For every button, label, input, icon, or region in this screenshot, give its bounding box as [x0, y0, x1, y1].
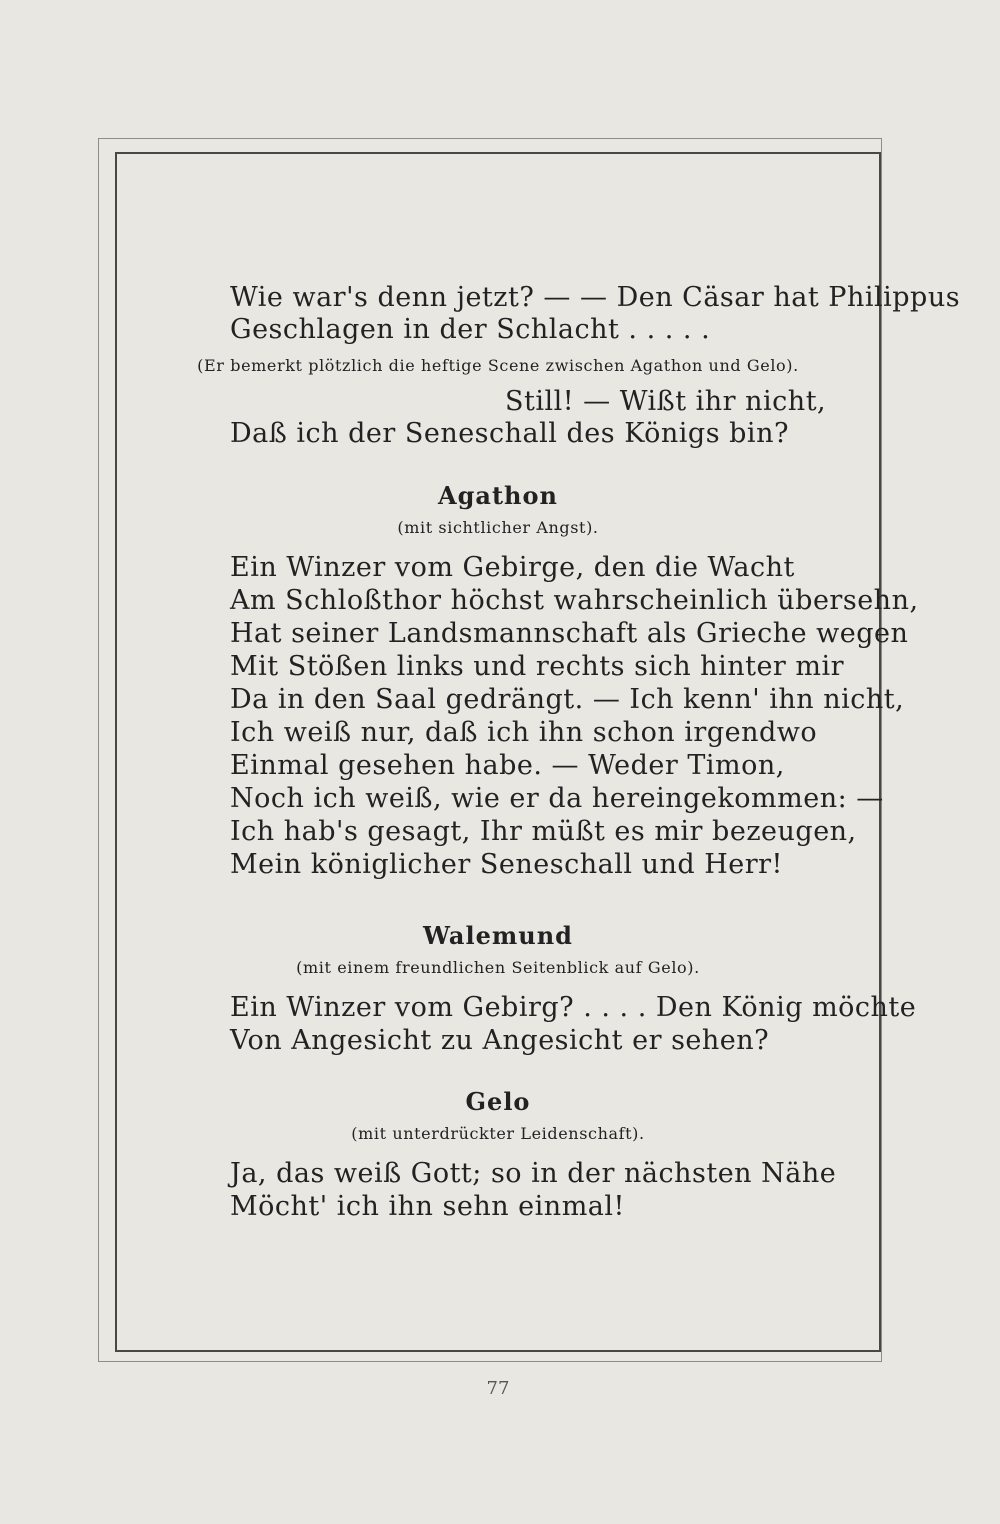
verse-line: Ein Winzer vom Gebirg? . . . . Den König möchte: [230, 992, 917, 1023]
verse-line: Von Angesicht zu Angesicht er sehen?: [230, 1025, 770, 1056]
verse-line: Geschlagen in der Schlacht . . . . .: [230, 314, 711, 345]
stage-direction: (mit einem freundlichen Seitenblick auf Gelo).: [296, 958, 700, 977]
stage-direction: (Er bemerkt plötzlich die heftige Scene zwischen Agathon und Gelo).: [197, 356, 799, 375]
page-number: 77: [486, 1378, 510, 1399]
verse-line: Einmal gesehen habe. — Weder Timon,: [230, 750, 785, 781]
verse-line: Still! — Wißt ihr nicht,: [505, 386, 827, 417]
verse-line: Hat seiner Landsmannschaft als Grieche wegen: [230, 618, 909, 649]
verse-line: Ja, das weiß Gott; so in der nächsten Nähe: [230, 1158, 837, 1189]
stage-direction: (mit unterdrückter Leidenschaft).: [351, 1124, 645, 1143]
verse-line: Ich hab's gesagt, Ihr müßt es mir bezeugen,: [230, 816, 857, 847]
speaker-name: Walemund: [423, 921, 573, 950]
verse-line: Ein Winzer vom Gebirge, den die Wacht: [230, 552, 795, 583]
speaker-name: Gelo: [465, 1087, 531, 1116]
verse-line: Daß ich der Seneschall des Königs bin?: [230, 418, 789, 449]
verse-line: Da in den Saal gedrängt. — Ich kenn' ihn nicht,: [230, 684, 905, 715]
verse-line: Noch ich weiß, wie er da hereingekommen: —: [230, 783, 884, 814]
verse-line: Ich weiß nur, daß ich ihn schon irgendwo: [230, 717, 818, 748]
verse-line: Am Schloßthor höchst wahrscheinlich übersehn,: [230, 585, 919, 616]
verse-line: Möcht' ich ihn sehn einmal!: [230, 1191, 625, 1222]
verse-line: Wie war's denn jetzt? — — Den Cäsar hat Philippus: [230, 282, 961, 313]
verse-line: Mein königlicher Seneschall und Herr!: [230, 849, 783, 880]
stage-direction: (mit sichtlicher Angst).: [397, 518, 599, 537]
verse-line: Mit Stößen links und rechts sich hinter mir: [230, 651, 845, 682]
speaker-name: Agathon: [438, 481, 558, 510]
